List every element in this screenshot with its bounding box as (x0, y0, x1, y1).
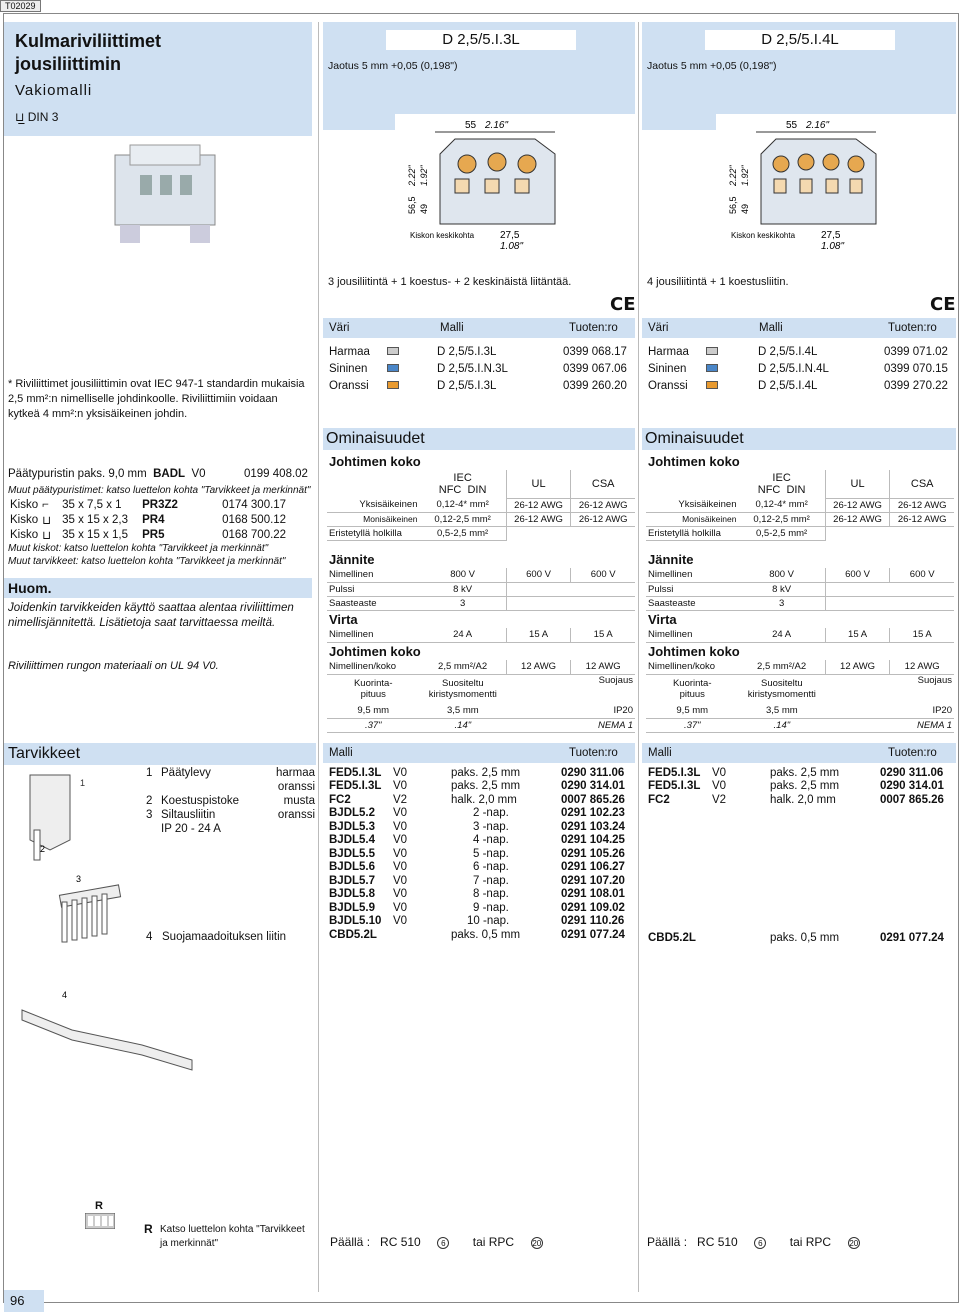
svg-text:56,5: 56,5 (407, 196, 417, 214)
acc-row: FED5.I.3L V0 paks. 2,5 mm 0290 311.06 (648, 766, 944, 779)
color-swatch-icon (387, 381, 399, 389)
svg-text:3: 3 (76, 874, 82, 884)
svg-text:2: 2 (40, 844, 46, 854)
svg-text:49: 49 (740, 203, 750, 214)
color-row: Harmaa D 2,5/5.I.3L 0399 068.17 (329, 345, 627, 358)
svg-text:1.92": 1.92" (740, 165, 750, 186)
huom-text: Joidenkin tarvikkeiden käyttö saattaa alentaa riviliittimen nimellisjännitettä. Lisätietoja saat tarvittaessa meiltä. (8, 602, 294, 629)
acc-row: FED5.I.3L V0 paks. 2,5 mm 0290 314.01 (648, 780, 944, 793)
accessories-list (144, 766, 317, 836)
col-b-ce-mark: CE (930, 294, 956, 315)
color-row: Sininen D 2,5/5.I.N.4L 0399 070.15 (648, 362, 948, 375)
col-a-ce-mark: CE (610, 294, 636, 315)
end-clamp-note: Muut päätypuristimet: katso luettelon kohta "Tarvikkeet ja merkinnät" (8, 485, 311, 496)
svg-text:1.92": 1.92" (419, 165, 429, 186)
col-a-model: D 2,5/5.I.3L (386, 30, 576, 50)
page-code: T02029 (0, 0, 41, 12)
col-a-spec-title: Ominaisuudet (323, 428, 635, 450)
col-b-table-header: Väri Malli Tuoten:ro (642, 318, 956, 338)
col-a-table-header: Väri Malli Tuoten:ro (323, 318, 635, 338)
col-b-pitch: Jaotus 5 mm +0,05 (0,198") (647, 60, 777, 72)
product-photo (100, 135, 230, 250)
svg-text:1: 1 (80, 778, 86, 788)
acc-row: CBD5.2L paks. 0,5 mm 0291 077.24 (329, 928, 625, 941)
svg-text:Kiskon keskikohta: Kiskon keskikohta (731, 231, 796, 240)
end-clamp-row: Päätypuristin paks. 9,0 mm BADL V0 0199 408.02 (8, 468, 308, 480)
accessory-row: 1 Päätylevy harmaa (146, 767, 315, 779)
acc-row: BJDL5.6 V0 6 -nap. 0291 106.27 (329, 861, 625, 874)
acc-row: BJDL5.2 V0 2 -nap. 0291 102.23 (329, 807, 625, 820)
col-b-drawing (716, 114, 956, 284)
rails-table (8, 497, 288, 542)
acc-row: BJDL5.7 V0 7 -nap. 0291 107.20 (329, 874, 625, 887)
col-b-acc-header: Malli Tuoten:ro (642, 743, 956, 763)
svg-text:1.08": 1.08" (500, 241, 524, 252)
rail-row: Kisko ⊔ 35 x 15 x 1,5 PR5 0168 700.22 (10, 528, 287, 542)
col-b-dim-w-in: 2.16" (806, 120, 830, 131)
rail-note-1: Muut kiskot: katso luettelon kohta "Tarvikkeet ja merkinnät" (8, 543, 269, 554)
rail-row: Kisko ⊔ 35 x 15 x 2,3 PR4 0168 500.12 (10, 513, 287, 527)
col-a-dim-w: 55 (465, 120, 477, 131)
acc-row: BJDL5.4 V0 4 -nap. 0291 104.25 (329, 834, 625, 847)
accessory-row: IP 20 - 24 A (161, 823, 221, 835)
acc-row: BJDL5.5 V0 5 -nap. 0291 105.26 (329, 847, 625, 860)
acc-row: FC2 V2 halk. 2,0 mm 0007 865.26 (329, 793, 625, 806)
accessory-row: oranssi (277, 781, 315, 793)
col-b-acc-table-bottom (646, 931, 946, 945)
svg-text:Kiskon keskikohta: Kiskon keskikohta (410, 231, 475, 240)
page-number: 96 (4, 1290, 44, 1312)
col-b-desc: 4 jousiliitintä + 1 koestusliitin. (647, 276, 789, 288)
col-a-spec-table: Johtimen koko IEC NFC DIN UL CSA Yksisäikeinen 0,12-4* mm² 26-12 AWG 26-12 AWG Monisäikeinen 0,12-2,5 mm² 26-12 AWG 26-12 AWG Eristetyllä holkilla 0,5-2,5 mm² Jännite Nimellinen 800 V 600 V 600 V Pulssi 8 kV Saasteaste 3 Virta Nimellinen 24 A 15 A 15 A Johtimen koko Nimellinen/koko 2,5 mm²/A2 12 AWG 12 AWG Kuorinta- pituus Suositeltu kiristysmomentti Suojaus 9,5 mm 3,5 mm IP20 .37" .14" NEMA 1 (329, 453, 633, 731)
acc-row: BJDL5.9 V0 9 -nap. 0291 109.02 (329, 901, 625, 914)
huom-title: Huom. (4, 578, 312, 598)
page-title: Kulmariviliittimet jousiliittimin (15, 31, 162, 74)
color-row: Oranssi D 2,5/5.I.4L 0399 270.22 (648, 379, 948, 392)
svg-text:2.22": 2.22" (407, 165, 417, 186)
rail-note-2: Muut tarvikkeet: katso luettelon kohta "Tarvikkeet ja merkinnät" (8, 556, 286, 567)
footnote: * Riviliittimet jousiliittimin ovat IEC 947-1 standardin mukaisia 2,5 mm²:n nimelliselle johdinkoolle. Riviliittimiin voidaan kytkeä 4 mm²:n yksisäikeinen johdin. (8, 378, 305, 420)
color-swatch-icon (706, 381, 718, 389)
col-b-acc-table (646, 766, 946, 807)
accessory-row: 2 Koestuspistoke musta (146, 795, 315, 807)
rail-icon: ⊔̲ (15, 110, 28, 124)
col-b-model: D 2,5/5.I.4L (705, 30, 895, 50)
r-label: R (144, 1222, 153, 1236)
color-swatch-icon (706, 347, 718, 355)
color-swatch-icon (387, 347, 399, 355)
col-b-dim-w: 55 (786, 120, 798, 131)
col-a-dim-w-in: 2.16" (485, 120, 509, 131)
col-a-drawing (395, 114, 635, 284)
accessories-title: Tarvikkeet (4, 743, 316, 765)
acc-row: FED5.I.3L V0 paks. 2,5 mm 0290 311.06 (329, 766, 625, 779)
svg-text:56,5: 56,5 (728, 196, 738, 214)
acc-row: FC2 V2 halk. 2,0 mm 0007 865.26 (648, 793, 944, 806)
rail-row: Kisko ⌐ 35 x 7,5 x 1 PR3Z2 0174 300.17 (10, 498, 287, 511)
col-a-marking: Päällä : RC 510 6 tai RPC 20 (330, 1235, 542, 1249)
marker-strip-image (85, 1213, 115, 1232)
acc-row: BJDL5.3 V0 3 -nap. 0291 103.24 (329, 820, 625, 833)
svg-text:2.22": 2.22" (728, 165, 738, 186)
col-a-desc: 3 jousiliitintä + 1 koestus- + 2 keskinäistä liitäntää. (328, 276, 572, 288)
accessory-row: 4 Suojamaadoituksen liitin (146, 931, 287, 943)
subtitle: Vakiomalli (15, 82, 93, 99)
col-a-acc-header: Malli Tuoten:ro (323, 743, 635, 763)
acc-row: CBD5.2L paks. 0,5 mm 0291 077.24 (648, 931, 944, 944)
col-b-spec-title: Ominaisuudet (642, 428, 956, 450)
column-divider (318, 22, 319, 1292)
col-a-acc-table (327, 766, 627, 942)
svg-text:4: 4 (62, 990, 68, 1000)
material-note: Riviliittimen rungon materiaali on UL 94 V0. (8, 660, 219, 672)
acc-row: FED5.I.3L V0 paks. 2,5 mm 0290 314.01 (329, 780, 625, 793)
col-b-marking: Päällä : RC 510 6 tai RPC 20 (647, 1235, 859, 1249)
accessory-row: 3 Siltausliitin oranssi (146, 809, 315, 821)
accessory-drawings (20, 770, 130, 1190)
color-row: Sininen D 2,5/5.I.N.3L 0399 067.06 (329, 362, 627, 375)
col-a-colors-table (327, 343, 629, 394)
color-swatch-icon (387, 364, 399, 372)
din-label: ⊔̲ DIN 3 (15, 110, 59, 124)
svg-text:49: 49 (419, 203, 429, 214)
col-a-pitch: Jaotus 5 mm +0,05 (0,198") (328, 60, 458, 72)
acc-row: BJDL5.8 V0 8 -nap. 0291 108.01 (329, 888, 625, 901)
svg-text:27,5: 27,5 (500, 230, 520, 241)
col-b-spec-table: Johtimen koko IEC NFC DIN UL CSA Yksisäikeinen 0,12-4* mm² 26-12 AWG 26-12 AWG Monisäikeinen 0,12-2,5 mm² 26-12 AWG 26-12 AWG Eristetyllä holkilla 0,5-2,5 mm² Jännite Nimellinen 800 V 600 V 600 V Pulssi 8 kV Saasteaste 3 Virta Nimellinen 24 A 15 A 15 A Johtimen koko Nimellinen/koko 2,5 mm²/A2 12 AWG 12 AWG Kuorinta- pituus Suositeltu kiristysmomentti Suojaus 9,5 mm 3,5 mm IP20 .37" .14" NEMA 1 (648, 453, 952, 731)
svg-text:27,5: 27,5 (821, 230, 841, 241)
acc-row: BJDL5.10 V0 10 -nap. 0291 110.26 (329, 915, 625, 928)
svg-text:1.08": 1.08" (821, 241, 845, 252)
r-label-top: R (95, 1200, 103, 1212)
color-row: Oranssi D 2,5/5.I.3L 0399 260.20 (329, 379, 627, 392)
r-text: Katso luettelon kohta "Tarvikkeet ja merkinnät" (160, 1224, 305, 1249)
color-row: Harmaa D 2,5/5.I.4L 0399 071.02 (648, 345, 948, 358)
col-b-colors-table (646, 343, 950, 394)
color-swatch-icon (706, 364, 718, 372)
column-divider (638, 22, 639, 1292)
